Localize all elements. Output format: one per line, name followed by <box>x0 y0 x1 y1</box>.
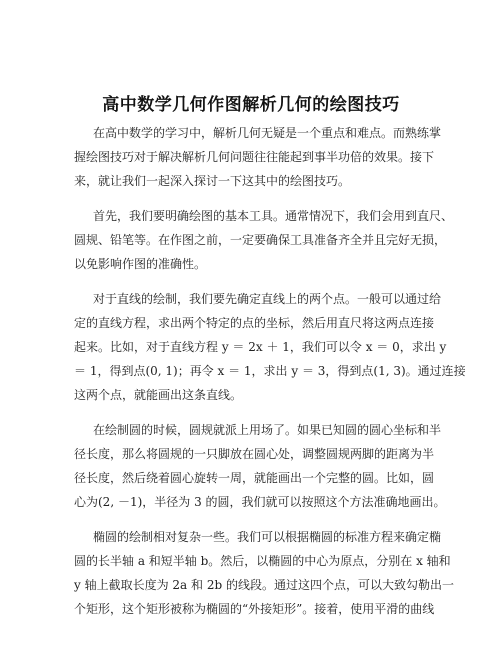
text-line: ＝ 1，得到点(0, 1)；再令 x ＝ 1，求出 y ＝ 3，得到点(1, 3)。通过连接 <box>74 364 466 378</box>
text-line: 心为(2, －1)，半径为 3 的圆，我们就可以按照这个方法准确地画出。 <box>74 495 446 509</box>
text-line: 握绘图技巧对于解决解析几何问题往往能起到事半功倍的效果。接下 <box>74 150 435 164</box>
text-line: 椭圆的绘制相对复杂一些。我们可以根据椭圆的标准方程来确定椭 <box>93 530 442 544</box>
document-title: 高中数学几何作图解析几何的绘图技巧 <box>102 95 400 115</box>
text-line: 以免影响作图的准确性。 <box>74 257 207 271</box>
text-line: 在绘制圆的时候，圆规就派上用场了。如果已知圆的圆心坐标和半 <box>93 423 442 437</box>
text-line: 圆规、铅笔等。在作图之前，一定要确保工具准备齐全并且完好无损， <box>74 233 447 247</box>
text-line: 径长度，那么将圆规的一只脚放在圆心处，调整圆规两脚的距离为半 <box>74 447 435 461</box>
text-line: 起来。比如，对于直线方程 y ＝ 2x ＋ 1，我们可以令 x ＝ 0，求出 y <box>74 340 447 354</box>
text-line: 径长度，然后绕着圆心旋转一周，就能画出一个完整的圆。比如，圆 <box>74 471 435 485</box>
text-line: 对于直线的绘制，我们要先确定直线上的两个点。一般可以通过给 <box>93 292 442 306</box>
text-line: 首先，我们要明确绘图的基本工具。通常情况下，我们会用到直尺、 <box>93 209 454 223</box>
text-line: 个矩形，这个矩形被称为椭圆的“外接矩形”。接着，使用平滑的曲线 <box>74 602 435 616</box>
text-line: y 轴上截取长度为 2a 和 2b 的线段。通过这四个点，可以大致勾勒出一 <box>74 578 454 592</box>
text-line: 圆的长半轴 a 和短半轴 b。然后，以椭圆的中心为原点，分别在 x 轴和 <box>74 554 451 568</box>
text-line: 在高中数学的学习中，解析几何无疑是一个重点和难点。而熟练掌 <box>93 126 442 140</box>
text-line: 来，就让我们一起深入探讨一下这其中的绘图技巧。 <box>74 174 351 188</box>
text-line: 这两个点，就能画出这条直线。 <box>74 388 243 402</box>
text-line: 定的直线方程，求出两个特定的点的坐标，然后用直尺将这两点连接 <box>74 316 435 330</box>
